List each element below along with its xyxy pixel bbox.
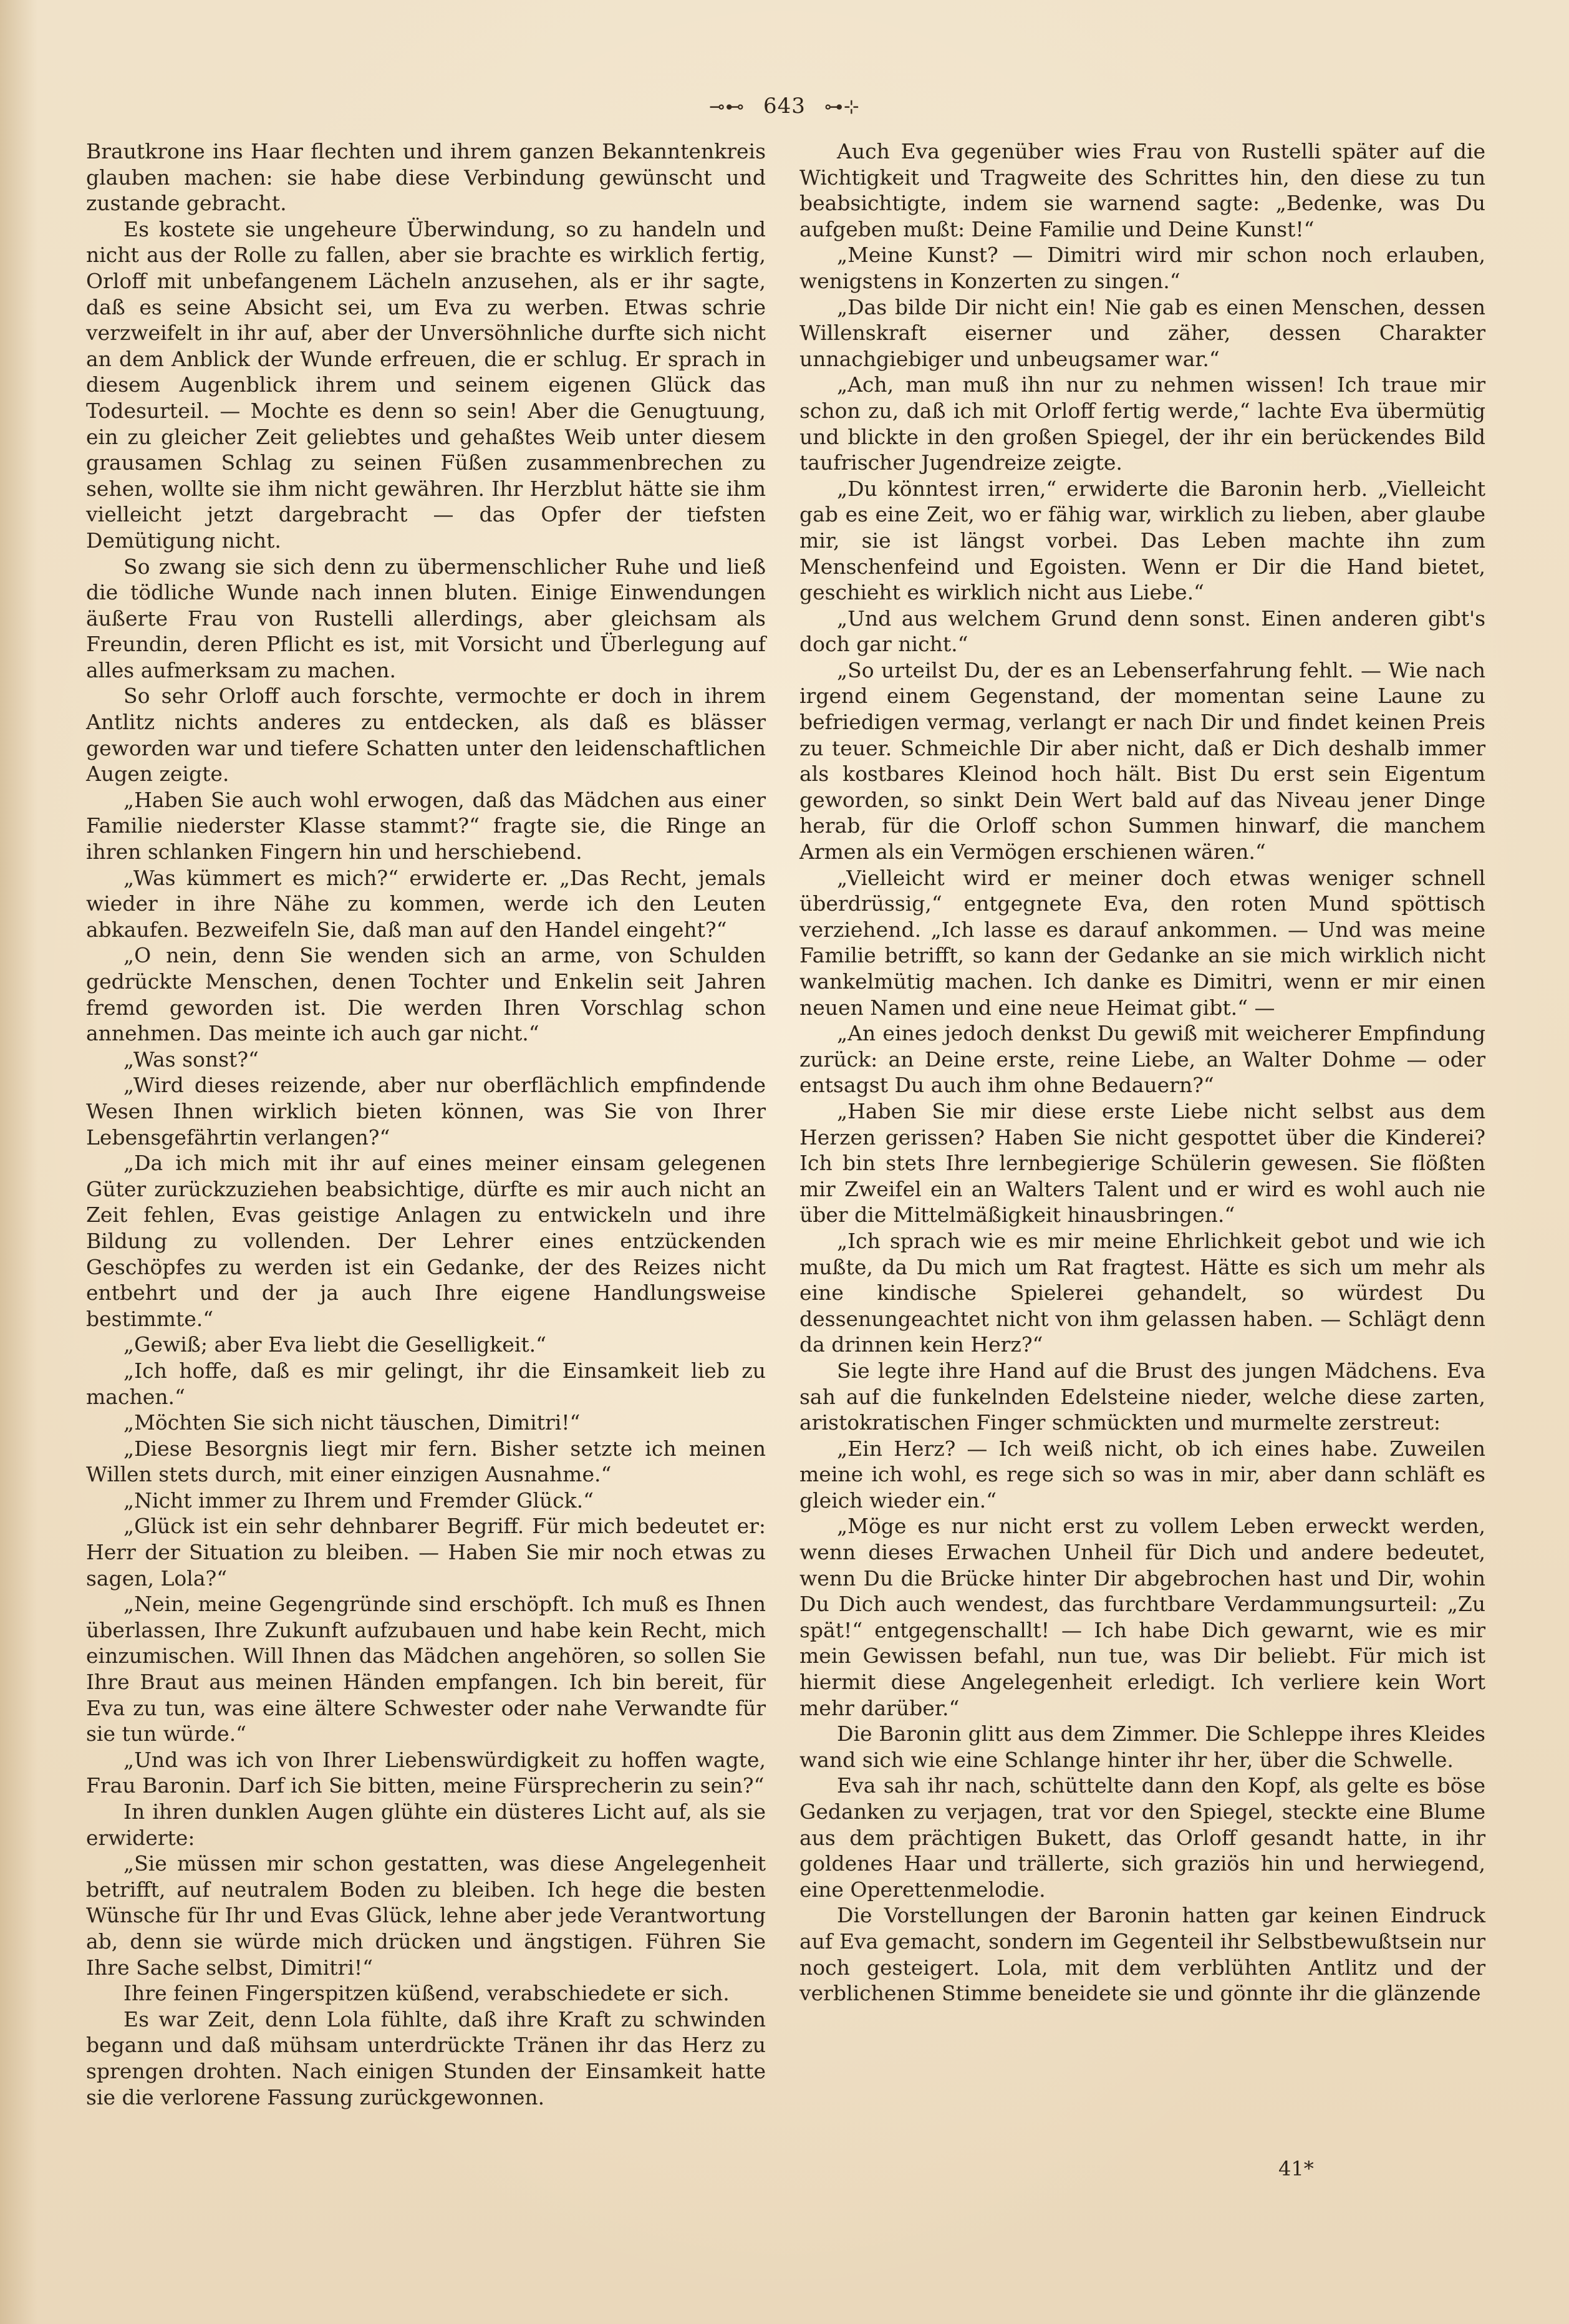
page-edge-stain xyxy=(0,0,37,2324)
paragraph: Ihre feinen Fingerspitzen küßend, verabschiedete er sich. xyxy=(123,1981,730,2006)
paragraph: „Wird dieses reizende, aber nur oberflächlich empfindende Wesen Ihnen wirklich bieten können, was Sie von Ihrer Lebensgefährtin verlangen?“ xyxy=(86,1073,766,1150)
page-number: 643 xyxy=(763,94,806,119)
paragraph: In ihren dunklen Augen glühte ein düsteres Licht auf, als sie erwiderte: xyxy=(86,1799,766,1850)
paragraph: Brautkrone ins Haar flechten und ihrem ganzen Bekanntenkreis glauben machen: sie habe diese Verbindung gewünscht und zustande gebracht. xyxy=(86,139,766,216)
signature-mark: 41* xyxy=(1278,2157,1314,2181)
paragraph: „Was sonst?“ xyxy=(123,1047,259,1072)
paragraph: „Und was ich von Ihrer Liebenswürdigkeit zu hoffen wagte, Frau Baronin. Darf ich Sie bitten, meine Fürsprecherin zu sein?“ xyxy=(86,1747,766,1798)
paragraph: Die Vorstellungen der Baronin hatten gar keinen Eindruck auf Eva gemacht, sondern im Gegenteil ihr Selbstbewußtsein nur noch gesteigert. Lola, mit dem verblühten Antlitz und der verblichenen Stimme beneidete sie und gönnte ihr die glänzende xyxy=(799,1903,1485,2006)
paragraph: Es kostete sie ungeheure Überwindung, so zu handeln und nicht aus der Rolle zu fallen, aber sie brachte es wirklich fertig, Orloff mit unbefangenem Lächeln anzusehen, als er ihr sagte, daß es seine Absicht sei, um Eva zu werben. Etwas schrie verzweifelt in ihr auf, aber der Unversöhnliche durfte sich nicht an dem Anblick der Wunde erfreuen, die er schlug. Er sprach in diesem Augenblick ihrem und seinem eigenen Glück das Todesurteil. — Mochte es denn so sein! Aber die Genugtuung, ein zu gleicher Zeit geliebtes und gehaßtes Weib unter diesem grausamen Schlag zu seinen Füßen zusammenbrechen zu sehen, wollte sie ihm nicht gewähren. Ihr Herzblut hätte sie ihm vielleicht jetzt dargebracht — das Opfer der tiefsten Demütigung nicht. xyxy=(86,216,766,553)
right-text-column xyxy=(799,138,1485,2007)
paragraph: So zwang sie sich denn zu übermenschlicher Ruhe und ließ die tödliche Wunde nach innen bluten. Einige Einwendungen äußerte Frau von Rustelli allerdings, aber gleichsam als Freundin, deren Pflicht es ist, mit Vorsicht und Überlegung auf alles aufmerksam zu machen. xyxy=(86,554,766,682)
paragraph: „Das bilde Dir nicht ein! Nie gab es einen Menschen, dessen Willenskraft eiserner und zäher, dessen Charakter unnachgiebiger und unbeugsamer war.“ xyxy=(799,294,1485,371)
paragraph: „Sie müssen mir schon gestatten, was diese Angelegenheit betrifft, auf neutralem Boden zu bleiben. Ich hege die besten Wünsche für Ihr und Evas Glück, lehne aber jede Verantwortung ab, denn sie würde mich drücken und ängstigen. Führen Sie Ihre Sache selbst, Dimitri!“ xyxy=(86,1851,766,1980)
paragraph: „Ich sprach wie es mir meine Ehrlichkeit gebot und wie ich mußte, da Du mich um Rat fragtest. Hätte es sich um mehr als eine kindische Spielerei gehandelt, so würdest Du dessenungeachtet nicht von ihm gelassen haben. — Schlägt denn da drinnen kein Herz?“ xyxy=(799,1228,1485,1357)
header-ornament-right: ⊶⊹ xyxy=(824,96,860,118)
paragraph: So sehr Orloff auch forschte, vermochte er doch in ihrem Antlitz nichts anderes zu entdecken, als daß es blässer geworden war und tiefere Schatten unter den leidenschaftlichen Augen zeigte. xyxy=(86,684,766,787)
paragraph: „O nein, denn Sie wenden sich an arme, von Schulden gedrückte Menschen, denen Tochter und Enkelin seit Jahren fremd geworden ist. Die werden Ihren Vorschlag schon annehmen. Das meinte ich auch gar nicht.“ xyxy=(86,943,766,1046)
paragraph: „Möchten Sie sich nicht täuschen, Dimitri!“ xyxy=(123,1410,581,1435)
paragraph: „So urteilst Du, der es an Lebenserfahrung fehlt. — Wie nach irgend einem Gegenstand, der momentan seine Laune zu befriedigen vermag, verlangt er nach Dir und findet keinen Preis zu teuer. Schmeichle Dir aber nicht, daß er Dich deshalb immer als kostbares Kleinod hoch hält. Bist Du erst sein Eigentum geworden, so sinkt Dein Wert bald auf das Niveau jener Dinge herab, für die Orloff schon Summen hinwarf, die manchem Armen als ein Vermögen erschienen wären.“ xyxy=(799,657,1485,864)
paragraph: „Nein, meine Gegengründe sind erschöpft. Ich muß es Ihnen überlassen, Ihre Zukunft aufzubauen und habe kein Recht, mich einzumischen. Will Ihnen das Mädchen angehören, so sollen Sie Ihre Braut aus meinen Händen empfangen. Ich bin bereit, für Eva zu tun, was eine ältere Schwester oder nahe Verwandte für sie tun würde.“ xyxy=(86,1592,766,1746)
header-ornament-left: ⊸⊷ xyxy=(709,96,745,118)
paragraph: „Meine Kunst? — Dimitri wird mir schon noch erlauben, wenigstens in Konzerten zu singen.“ xyxy=(799,243,1485,293)
paragraph: „Möge es nur nicht erst zu vollem Leben erweckt werden, wenn dieses Erwachen Unheil für Dich und andere bedeutet, wenn Du die Brücke hinter Dir abgebrochen hast und Dir, wohin Du Dich auch wendest, das furchtbare Verdammungsurteil: „Zu spät!“ entgegenschallt! — Ich habe Dich gewarnt, wie es mir mein Gewissen befahl, nun tue, was Dir beliebt. Für mich ist hiermit diese Angelegenheit erledigt. Ich verliere kein Wort mehr darüber.“ xyxy=(799,1514,1485,1720)
paragraph: „Ich hoffe, daß es mir gelingt, ihr die Einsamkeit lieb zu machen.“ xyxy=(86,1358,766,1409)
paragraph: „Du könntest irren,“ erwiderte die Baronin herb. „Vielleicht gab es eine Zeit, wo er fähig war, wirklich zu lieben, aber glaube mir, sie ist längst vorbei. Das Leben machte ihn zum Menschenfeind und Egoisten. Wenn er Dir die Hand bietet, geschieht es wirklich nicht aus Liebe.“ xyxy=(799,476,1485,605)
paragraph: „An eines jedoch denkst Du gewiß mit weicherer Empfindung zurück: an Deine erste, reine Liebe, an Walter Dohme — oder entsagst Du auch ihm ohne Bedauern?“ xyxy=(799,1021,1485,1098)
paragraph: „Haben Sie mir diese erste Liebe nicht selbst aus dem Herzen gerissen? Haben Sie nicht gespottet über die Kinderei? Ich bin stets Ihre lernbegierige Schülerin gewesen. Sie flößten mir Zweifel ein an Walters Talent und er wird es wohl auch nie über die Mittelmäßigkeit hinausbringen.“ xyxy=(799,1098,1485,1227)
paragraph: „Ein Herz? — Ich weiß nicht, ob ich eines habe. Zuweilen meine ich wohl, es rege sich so was in mir, aber dann schläft es gleich wieder ein.“ xyxy=(799,1436,1485,1513)
paragraph: Eva sah ihr nach, schüttelte dann den Kopf, als gelte es böse Gedanken zu verjagen, trat vor den Spiegel, steckte eine Blume aus dem prächtigen Bukett, das Orloff gesandt hatte, in ihr goldenes Haar und trällerte, sich graziös hin und herwiegend, eine Operettenmelodie. xyxy=(799,1773,1485,1902)
paragraph: Es war Zeit, denn Lola fühlte, daß ihre Kraft zu schwinden begann und daß mühsam unterdrückte Tränen ihr das Herz zu sprengen drohten. Nach einigen Stunden der Einsamkeit hatte sie die verlorene Fassung zurückgewonnen. xyxy=(86,2007,766,2109)
paragraph: „Gewiß; aber Eva liebt die Geselligkeit.“ xyxy=(123,1332,546,1357)
paragraph: „Ach, man muß ihn nur zu nehmen wissen! Ich traue mir schon zu, daß ich mit Orloff fertig werde,“ lachte Eva übermütig und blickte in den großen Spiegel, der ihr ein berückendes Bild taufrischer Jugendreize zeigte. xyxy=(799,372,1485,475)
paragraph: „Vielleicht wird er meiner doch etwas weniger schnell überdrüssig,“ entgegnete Eva, den roten Mund spöttisch verziehend. „Ich lasse es darauf ankommen. — Und was meine Familie betrifft, so kann der Gedanke an sie mich wirklich nicht wankelmütig machen. Ich danke es Dimitri, wenn er mir einen neuen Namen und eine neue Heimat gibt.“ — xyxy=(799,865,1485,1020)
paragraph: Auch Eva gegenüber wies Frau von Rustelli später auf die Wichtigkeit und Tragweite des Schrittes hin, den diese zu tun beabsichtigte, indem sie warnend sagte: „Bedenke, was Du aufgeben mußt: Deine Familie und Deine Kunst!“ xyxy=(799,139,1485,241)
paragraph: „Haben Sie auch wohl erwogen, daß das Mädchen aus einer Familie niederster Klasse stammt?“ fragte sie, die Ringe an ihren schlanken Fingern hin und herschiebend. xyxy=(86,787,766,864)
paragraph: „Und aus welchem Grund denn sonst. Einen anderen gibt's doch gar nicht.“ xyxy=(799,606,1485,657)
paragraph: „Diese Besorgnis liegt mir fern. Bisher setzte ich meinen Willen stets durch, mit einer einzigen Ausnahme.“ xyxy=(86,1436,766,1487)
paragraph: „Was kümmert es mich?“ erwiderte er. „Das Recht, jemals wieder in ihre Nähe zu kommen, werde ich den Leuten abkaufen. Bezweifeln Sie, daß man auf den Handel eingeht?“ xyxy=(86,865,766,942)
paragraph: „Nicht immer zu Ihrem und Fremder Glück.“ xyxy=(123,1488,594,1513)
page-header xyxy=(0,94,1569,119)
paragraph: Sie legte ihre Hand auf die Brust des jungen Mädchens. Eva sah auf die funkelnden Edelsteine nieder, welche diese zarten, aristokratischen Finger schmückten und murmelte zerstreut: xyxy=(799,1358,1485,1435)
paragraph: „Da ich mich mit ihr auf eines meiner einsam gelegenen Güter zurückzuziehen beabsichtige, dürfte es mir auch nicht an Zeit fehlen, Evas geistige Anlagen zu entwickeln und ihre Bildung zu vollenden. Der Lehrer eines entzückenden Geschöpfes zu werden ist ein Gedanke, der des Reizes nicht entbehrt und der ja auch Ihre eigene Handlungsweise bestimmte.“ xyxy=(86,1151,766,1331)
paragraph: Die Baronin glitt aus dem Zimmer. Die Schleppe ihres Kleides wand sich wie eine Schlange hinter ihr her, über die Schwelle. xyxy=(799,1721,1485,1772)
left-text-column xyxy=(86,138,766,2110)
paragraph: „Glück ist ein sehr dehnbarer Begriff. Für mich bedeutet er: Herr der Situation zu bleiben. — Haben Sie mir noch etwas zu sagen, Lola?“ xyxy=(86,1514,766,1590)
